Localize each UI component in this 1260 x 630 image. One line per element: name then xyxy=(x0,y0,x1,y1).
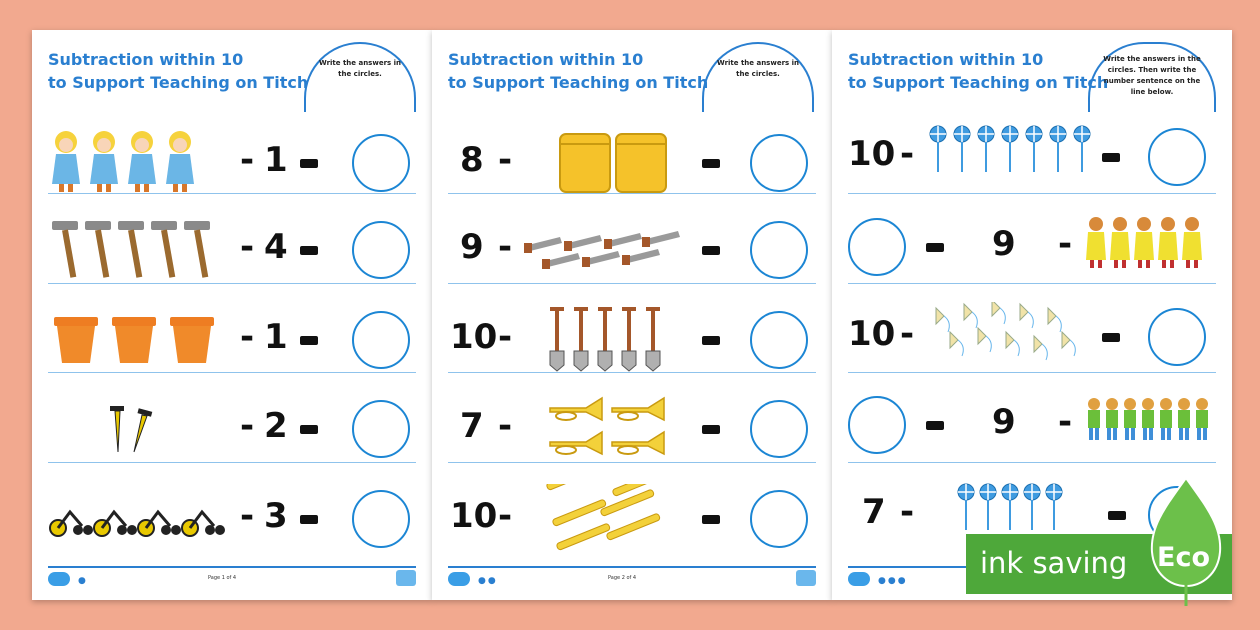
equals-sign xyxy=(300,336,318,345)
worksheet-page-1 xyxy=(32,30,432,600)
equals-sign xyxy=(300,515,318,524)
minuend: 7 xyxy=(460,406,484,446)
equals-sign xyxy=(702,246,720,255)
kite-icon xyxy=(930,302,1100,372)
problem-row: 9 - xyxy=(848,202,1216,292)
sheet-title xyxy=(448,48,708,94)
hammer-icon xyxy=(48,215,218,285)
child-icon xyxy=(1086,390,1216,460)
answer-circle[interactable] xyxy=(848,218,906,276)
equals-sign xyxy=(300,425,318,434)
badge-text: ink saving xyxy=(980,546,1128,580)
equals-sign xyxy=(926,421,944,430)
title-line-1: Subtraction within 10 xyxy=(848,50,1044,69)
problem-row: 10 - xyxy=(848,292,1216,382)
equals-sign xyxy=(1102,333,1120,342)
minuend: 10 xyxy=(848,314,896,354)
subtrahend: 2 xyxy=(264,406,288,446)
resource-badge-icon xyxy=(796,570,816,586)
equals-sign xyxy=(702,515,720,524)
child-raincoat-icon xyxy=(1086,212,1216,282)
equals-sign xyxy=(926,243,944,252)
page-number: Page 2 of 4 xyxy=(608,575,637,581)
title-line-1: Subtraction within 10 xyxy=(48,50,244,69)
equals-sign xyxy=(702,159,720,168)
divider xyxy=(448,372,816,373)
page-footer xyxy=(48,566,416,590)
answer-circle[interactable] xyxy=(750,134,808,192)
divider xyxy=(448,193,816,194)
problem-row: - 1 xyxy=(48,118,416,208)
logo-icon xyxy=(848,572,870,586)
subtrahend: 1 xyxy=(264,317,288,357)
minuend: 9 xyxy=(992,402,1016,442)
answer-circle[interactable] xyxy=(750,490,808,548)
equals-sign xyxy=(1102,153,1120,162)
instruction-box: Write the answers in the circles. Then write the number sentence on the line below. xyxy=(1088,42,1216,112)
page-dots: ●● xyxy=(478,576,498,586)
subtrahend: 4 xyxy=(264,227,288,267)
instruction-box: Write the answers in the circles. xyxy=(702,42,814,112)
drum-icon xyxy=(552,128,672,198)
problem-row: 10 - xyxy=(448,474,816,564)
title-line-2: to Support Teaching on Titch xyxy=(48,73,309,92)
divider xyxy=(448,462,816,463)
answer-circle[interactable] xyxy=(352,311,410,369)
divider xyxy=(48,193,416,194)
problem-row: - 4 xyxy=(48,205,416,295)
problem-row: 7 - xyxy=(848,470,1216,560)
divider xyxy=(848,283,1216,284)
divider xyxy=(848,372,1216,373)
equals-sign xyxy=(300,246,318,255)
minuend: 10 xyxy=(450,317,498,357)
equals-sign xyxy=(300,159,318,168)
problem-row: 9 - xyxy=(448,205,816,295)
minuend: 10 xyxy=(450,496,498,536)
divider xyxy=(848,462,1216,463)
worksheet-page-2 xyxy=(432,30,832,600)
minuend: 9 xyxy=(460,227,484,267)
problem-row: 8 - xyxy=(448,118,816,208)
tricycle-icon xyxy=(48,484,228,554)
answer-circle[interactable] xyxy=(352,490,410,548)
answer-circle[interactable] xyxy=(848,396,906,454)
answer-circle[interactable] xyxy=(352,221,410,279)
answer-circle[interactable] xyxy=(1148,128,1206,186)
minuend: 8 xyxy=(460,140,484,180)
eco-label: Eco xyxy=(1157,542,1210,573)
minuend: 7 xyxy=(862,492,886,532)
sheet-title xyxy=(48,48,308,94)
subtrahend: 3 xyxy=(264,496,288,536)
divider xyxy=(48,462,416,463)
logo-icon xyxy=(448,572,470,586)
equals-sign xyxy=(702,336,720,345)
problem-row: 9 - xyxy=(848,380,1216,470)
trumpet-icon xyxy=(546,394,676,464)
page-number: Page 1 of 4 xyxy=(208,575,237,581)
problem-row: 10 - xyxy=(848,112,1216,202)
nail-icon xyxy=(48,394,218,464)
title-line-2: to Support Teaching on Titch xyxy=(848,73,1109,92)
divider xyxy=(48,372,416,373)
answer-circle[interactable] xyxy=(352,400,410,458)
flowerpot-icon xyxy=(48,305,218,375)
instruction-box: Write the answers in the circles. xyxy=(304,42,416,112)
equals-sign xyxy=(702,425,720,434)
divider xyxy=(848,193,1216,194)
resource-badge-icon xyxy=(396,570,416,586)
problem-row: 7 - xyxy=(448,384,816,474)
pinwheel-icon xyxy=(928,122,1108,192)
subtrahend: 1 xyxy=(264,140,288,180)
title-line-2: to Support Teaching on Titch xyxy=(448,73,709,92)
saw-icon xyxy=(524,215,694,285)
answer-circle[interactable] xyxy=(750,400,808,458)
problem-row: 10 - xyxy=(448,295,816,385)
problem-row: - 2 xyxy=(48,384,416,474)
equals-sign xyxy=(1108,511,1126,520)
divider xyxy=(448,283,816,284)
divider xyxy=(48,283,416,284)
answer-circle[interactable] xyxy=(352,134,410,192)
title-line-1: Subtraction within 10 xyxy=(448,50,644,69)
answer-circle[interactable] xyxy=(750,311,808,369)
sheet-title xyxy=(848,48,1108,94)
girl-icon xyxy=(48,128,218,198)
minuend: 10 xyxy=(848,134,896,174)
page-dots: ● xyxy=(78,576,88,586)
recorder-icon xyxy=(546,484,676,554)
minuend: 9 xyxy=(992,224,1016,264)
answer-circle[interactable] xyxy=(750,221,808,279)
answer-circle[interactable] xyxy=(1148,308,1206,366)
page-footer xyxy=(448,566,816,590)
leaf-icon xyxy=(1148,476,1224,606)
spade-icon xyxy=(546,305,676,375)
logo-icon xyxy=(48,572,70,586)
problem-row: - 3 xyxy=(48,474,416,564)
page-dots: ●●● xyxy=(878,576,908,586)
problem-row: - 1 xyxy=(48,295,416,385)
